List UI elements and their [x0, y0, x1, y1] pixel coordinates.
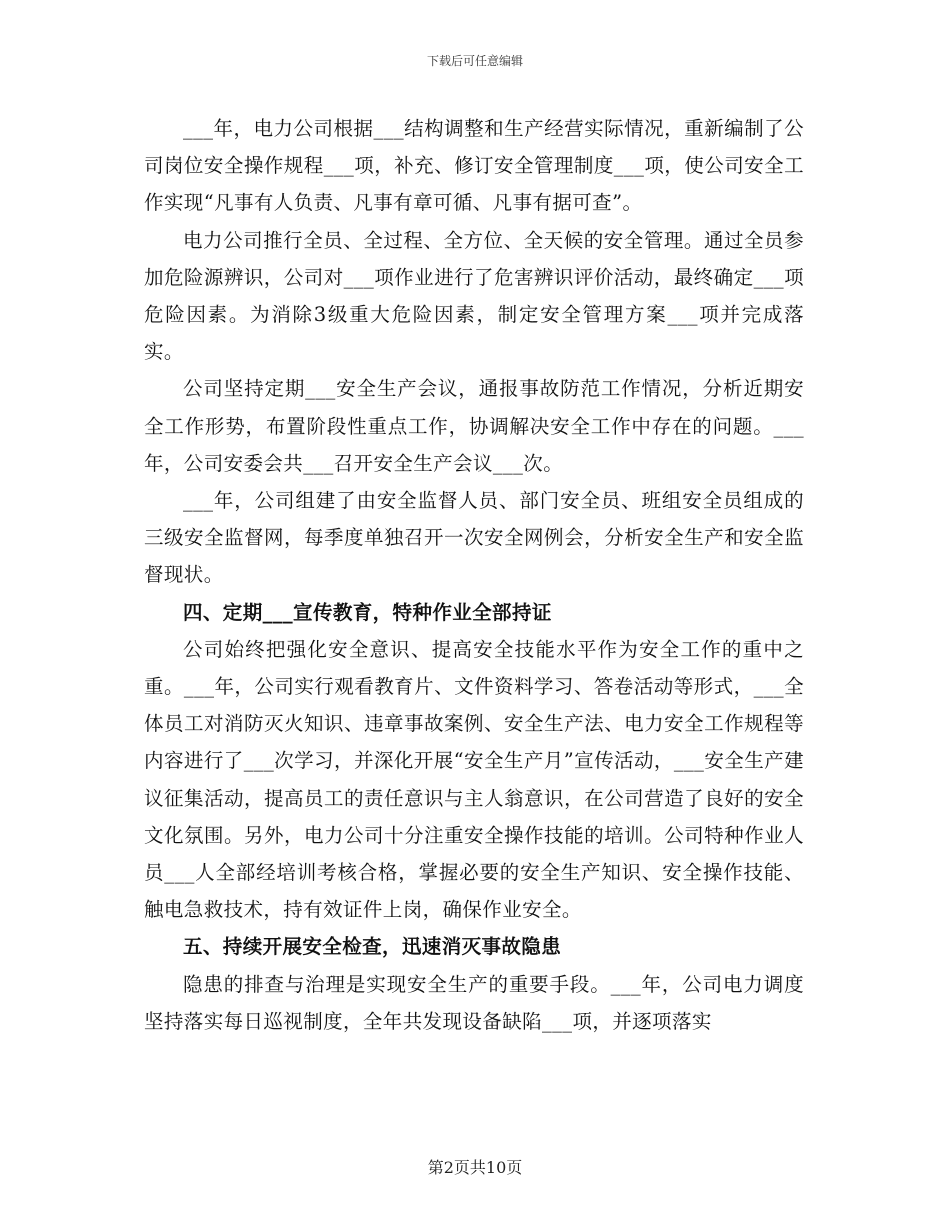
paragraph-3: 公司坚持定期___安全生产会议，通报事故防范工作情况，分析近期安全工作形势，布置阶段性重点工作，协调解决安全工作中存在的问题。___年，公司安委会共___召开安全生产会议___次。	[144, 377, 804, 475]
paragraph-1: ___年，电力公司根据___结构调整和生产经营实际情况，重新编制了公司岗位安全操作规程___项，补充、修订安全管理制度___项，使公司安全工作实现“凡事有人负责、凡事有章可循、凡事有据可查”。	[144, 117, 804, 215]
document-body	[144, 110, 804, 1040]
paragraph-4: ___年，公司组建了由安全监督人员、部门安全员、班组安全员组成的三级安全监督网，每季度单独召开一次安全网例会，分析安全生产和安全监督现状。	[144, 489, 804, 587]
page-number: 第2页共10页	[427, 1158, 523, 1177]
paragraph-5: 公司始终把强化安全意识、提高安全技能水平作为安全工作的重中之重。___年，公司实行观看教育片、文件资料学习、答卷活动等形式，___全体员工对消防灭火知识、违章事故案例、安全生产法、电力安全工作规程等内容进行了___次学习，并深化开展“安全生产月”宣传活动，___安全生产建议征集活动，提高员工的责任意识与主人翁意识，在公司营造了良好的安全文化氛围。另外，电力公司十分注重安全操作技能的培训。公司特种作业人员___人全部经培训考核合格，掌握必要的安全生产知识、安全操作技能、触电急救技术，持有效证件上岗，确保作业安全。	[144, 637, 804, 922]
section-heading-5: 五、持续开展安全检查，迅速消灭事故隐患	[183, 935, 562, 959]
paragraph-6: 隐患的排查与治理是实现安全生产的重要手段。___年，公司电力调度坚持落实每日巡视制度，全年共发现设备缺陷___项，并逐项落实	[144, 972, 804, 1033]
section-heading-4: 四、定期___宣传教育，特种作业全部持证	[183, 600, 552, 624]
page-header: 下载后可任意编辑	[426, 54, 523, 68]
paragraph-2: 电力公司推行全员、全过程、全方位、全天候的安全管理。通过全员参加危险源辨识，公司对___项作业进行了危害辨识评价活动，最终确定___项危险因素。为消除3级重大危险因素，制定安全管理方案___项并完成落实。	[144, 228, 804, 364]
